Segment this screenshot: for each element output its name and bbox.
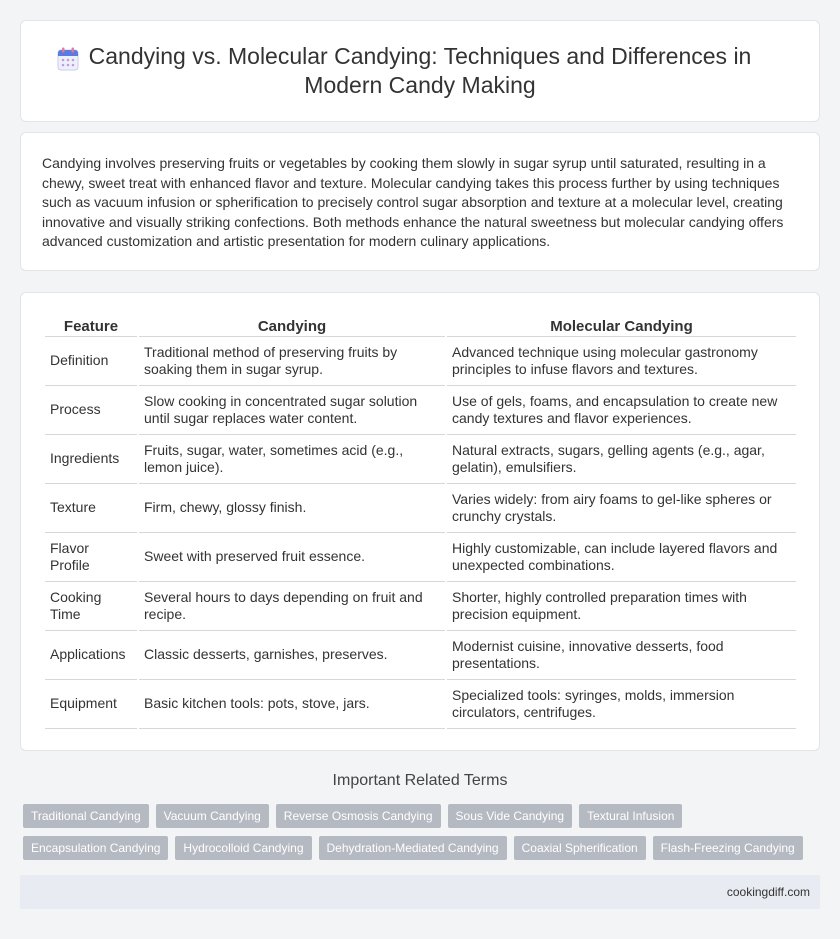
footer — [20, 875, 820, 909]
related-term-tag[interactable]: Encapsulation Candying — [23, 836, 168, 860]
related-term-tag[interactable]: Hydrocolloid Candying — [175, 836, 311, 860]
related-term-tag[interactable]: Sous Vide Candying — [448, 804, 573, 828]
table-row — [45, 337, 796, 386]
feature-cell: Texture — [45, 484, 137, 533]
candying-cell: Traditional method of preserving fruits by soaking them in sugar syrup. — [139, 337, 445, 386]
feature-cell: Process — [45, 386, 137, 435]
related-term-tag[interactable]: Reverse Osmosis Candying — [276, 804, 441, 828]
page-title: Candying vs. Molecular Candying: Techniques and Differences in Modern Candy Making — [88, 43, 752, 98]
comparison-table — [43, 315, 798, 729]
molecular-cell: Advanced technique using molecular gastronomy principles to infuse flavors and textures. — [447, 337, 796, 386]
candying-cell: Fruits, sugar, water, sometimes acid (e.g., lemon juice). — [139, 435, 445, 484]
feature-cell: Equipment — [45, 680, 137, 729]
candying-cell: Firm, chewy, glossy finish. — [139, 484, 445, 533]
footer-site-link[interactable]: cookingdiff.com — [726, 885, 810, 899]
candying-cell: Several hours to days depending on fruit and recipe. — [139, 582, 445, 631]
table-row — [45, 484, 796, 533]
feature-cell: Flavor Profile — [45, 533, 137, 582]
table-row — [45, 631, 796, 680]
related-term-tag[interactable]: Vacuum Candying — [156, 804, 269, 828]
molecular-cell: Shorter, highly controlled preparation times with precision equipment. — [447, 582, 796, 631]
comparison-table-card — [20, 292, 820, 751]
feature-cell: Cooking Time — [45, 582, 137, 631]
related-terms-title: Important Related Terms — [332, 772, 508, 789]
candying-cell: Sweet with preserved fruit essence. — [139, 533, 445, 582]
header-candying: Candying — [139, 315, 445, 337]
table-row — [45, 386, 796, 435]
table-header-row — [45, 315, 796, 337]
table-row — [45, 680, 796, 729]
related-term-tag[interactable]: Dehydration-Mediated Candying — [319, 836, 507, 860]
related-terms-list — [23, 804, 803, 860]
feature-cell: Ingredients — [45, 435, 137, 484]
related-term-tag[interactable]: Textural Infusion — [579, 804, 682, 828]
header-molecular-candying: Molecular Candying — [447, 315, 796, 337]
feature-cell: Definition — [45, 337, 137, 386]
related-term-tag[interactable]: Traditional Candying — [23, 804, 149, 828]
candying-cell: Classic desserts, garnishes, preserves. — [139, 631, 445, 680]
candying-cell: Slow cooking in concentrated sugar solution until sugar replaces water content. — [139, 386, 445, 435]
title-wrap — [21, 21, 819, 121]
intro-card — [20, 132, 820, 271]
related-term-tag[interactable]: Coaxial Spherification — [514, 836, 646, 860]
table-row — [45, 582, 796, 631]
related-term-tag[interactable]: Flash-Freezing Candying — [653, 836, 803, 860]
molecular-cell: Highly customizable, can include layered flavors and unexpected combinations. — [447, 533, 796, 582]
molecular-cell: Varies widely: from airy foams to gel-like spheres or crunchy crystals. — [447, 484, 796, 533]
molecular-cell: Use of gels, foams, and encapsulation to create new candy textures and flavor experiences. — [447, 386, 796, 435]
intro-paragraph: Candying involves preserving fruits or vegetables by cooking them slowly in sugar syrup until saturated, resulting in a chewy, sweet treat with enhanced flavor and texture. Molecular candying takes this process further by using techniques such as vacuum infusion or spherification to precisely control sugar absorption and texture at a molecular level, creating innovative and visually striking confections. Both methods enhance the natural sweetness but molecular candying offers advanced customization and artistic presentation for modern culinary applications. — [42, 155, 784, 250]
table-row — [45, 533, 796, 582]
molecular-cell: Modernist cuisine, innovative desserts, food presentations. — [447, 631, 796, 680]
molecular-cell: Specialized tools: syringes, molds, immersion circulators, centrifuges. — [447, 680, 796, 729]
molecular-cell: Natural extracts, sugars, gelling agents (e.g., agar, gelatin), emulsifiers. — [447, 435, 796, 484]
table-row — [45, 435, 796, 484]
header-feature: Feature — [45, 315, 137, 337]
candying-cell: Basic kitchen tools: pots, stove, jars. — [139, 680, 445, 729]
feature-cell: Applications — [45, 631, 137, 680]
title-card — [20, 20, 820, 122]
